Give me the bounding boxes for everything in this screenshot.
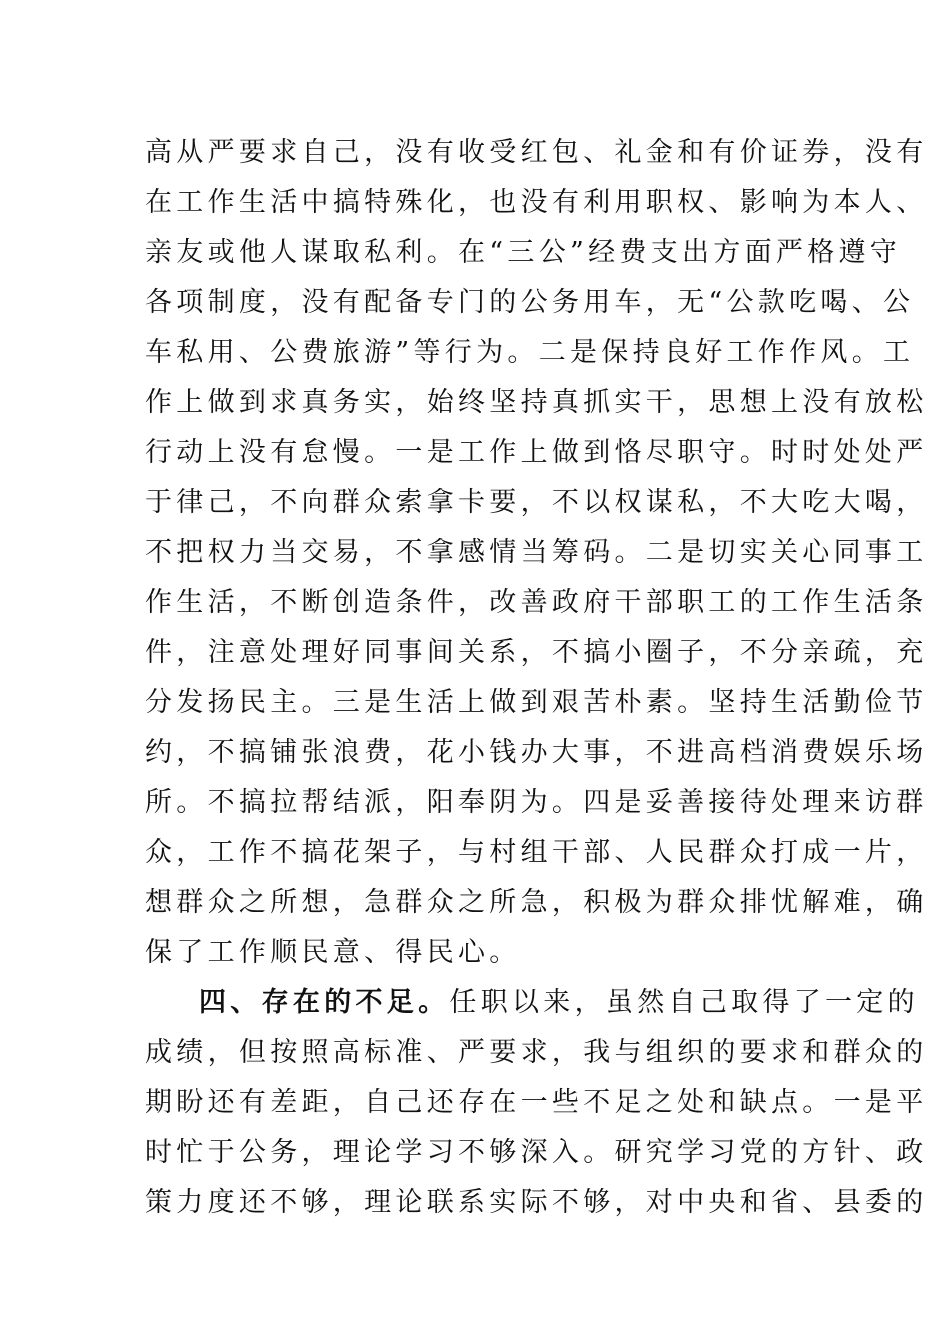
text-line: 在工作生活中搞特殊化，也没有利用职权、影响为本人、	[145, 187, 928, 218]
text-line: 车私用、公费旅游”等行为。二是保持良好工作作风。工	[145, 337, 915, 368]
text-line: 行动上没有怠慢。一是工作上做到恪尽职守。时时处处严	[145, 437, 928, 468]
text-line: 众，工作不搞花架子，与村组干部、人民群众打成一片，	[145, 837, 928, 868]
text-line: 保了工作顺民意、得民心。	[145, 937, 521, 968]
text-line: 分发扬民主。三是生活上做到艰苦朴素。坚持生活勤俭节	[145, 687, 928, 718]
text-line: 期盼还有差距，自己还存在一些不足之处和缺点。一是平	[145, 1087, 928, 1118]
text-line: 策力度还不够，理论联系实际不够，对中央和省、县委的	[145, 1187, 928, 1218]
text-line: 件，注意处理好同事间关系，不搞小圈子，不分亲疏，充	[145, 637, 928, 668]
text-line: 于律己，不向群众索拿卡要，不以权谋私，不大吃大喝，	[145, 487, 928, 518]
section-heading-rest: 任职以来，虽然自己取得了一定的	[449, 987, 919, 1018]
text-line: 想群众之所想，急群众之所急，积极为群众排忧解难，确	[145, 887, 928, 918]
section-heading: 四、存在的不足。	[199, 987, 450, 1018]
text-line: 亲友或他人谋取私利。在“三公”经费支出方面严格遵守	[145, 237, 902, 268]
text-line: 约，不搞铺张浪费，花小钱办大事，不进高档消费娱乐场	[145, 737, 928, 768]
text-line: 高从严要求自己，没有收受红包、礼金和有价证券，没有	[145, 137, 928, 168]
text-line: 不把权力当交易，不拿感情当筹码。二是切实关心同事工	[145, 537, 928, 568]
section-heading-line	[199, 983, 919, 1023]
text-line: 作上做到求真务实，始终坚持真抓实干，思想上没有放松	[145, 387, 928, 418]
text-line: 各项制度，没有配备专门的公务用车，无“公款吃喝、公	[145, 287, 915, 318]
text-line: 作生活，不断创造条件，改善政府干部职工的工作生活条	[145, 587, 928, 618]
text-line: 时忙于公务，理论学习不够深入。研究学习党的方针、政	[145, 1137, 928, 1168]
text-line: 成绩，但按照高标准、严要求，我与组织的要求和群众的	[145, 1037, 928, 1068]
text-line: 所。不搞拉帮结派，阳奉阴为。四是妥善接待处理来访群	[145, 787, 928, 818]
